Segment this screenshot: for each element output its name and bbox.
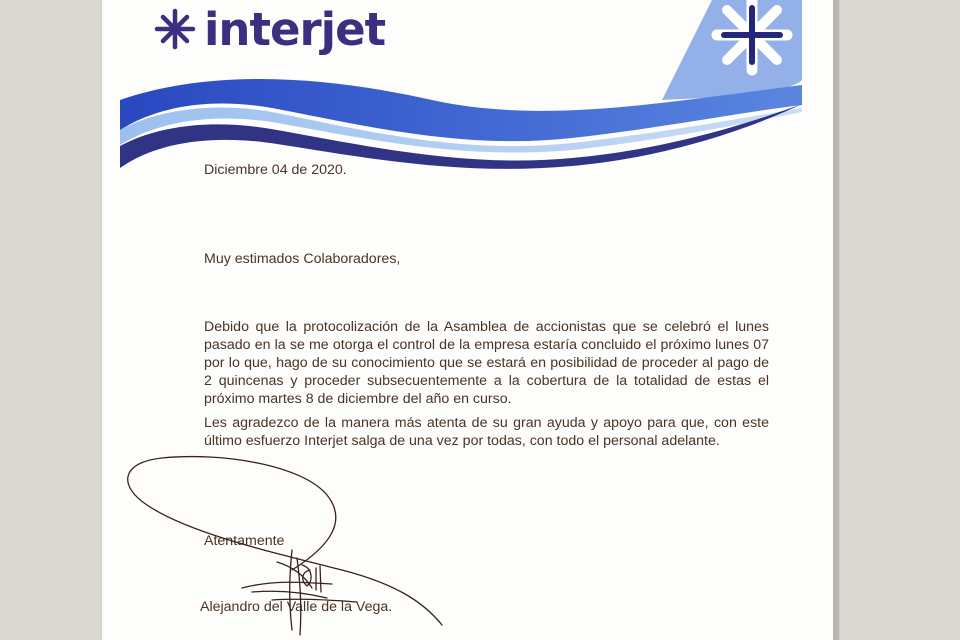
asterisk-logo-icon [157, 11, 193, 47]
letter-date: Diciembre 04 de 2020. [204, 162, 347, 178]
signer-name: Alejandro del Valle de la Vega. [200, 599, 393, 615]
letter-paragraph-1: Debido que la protocolización de la Asamblea de accionistas que se celebró el lunes pasado en la se me otorga el control de la empresa estaría concluido el próximo lunes 07 por lo que, hago de su conocimiento que se estará en posibilidad de proceder al pago de 2 quincenas y proceder subsecuentemente a la cobertura de la totalidad de estas el próximo martes 8 de diciembre del año en curso. [204, 319, 769, 407]
snowflake-star-icon [717, 0, 787, 70]
brand-logo-text: interjet [204, 3, 386, 56]
letter-page [102, 0, 839, 640]
letter-closing: Atentamente [204, 533, 285, 549]
letter-paragraph-2: Les agradezco de la manera más atenta de su gran ayuda y apoyo para que, con este último esfuerzo Interjet salga de una vez por todas, con todo el personal adelante. [204, 415, 769, 449]
paper-edge [833, 0, 839, 640]
letter-greeting: Muy estimados Colaboradores, [204, 251, 401, 267]
